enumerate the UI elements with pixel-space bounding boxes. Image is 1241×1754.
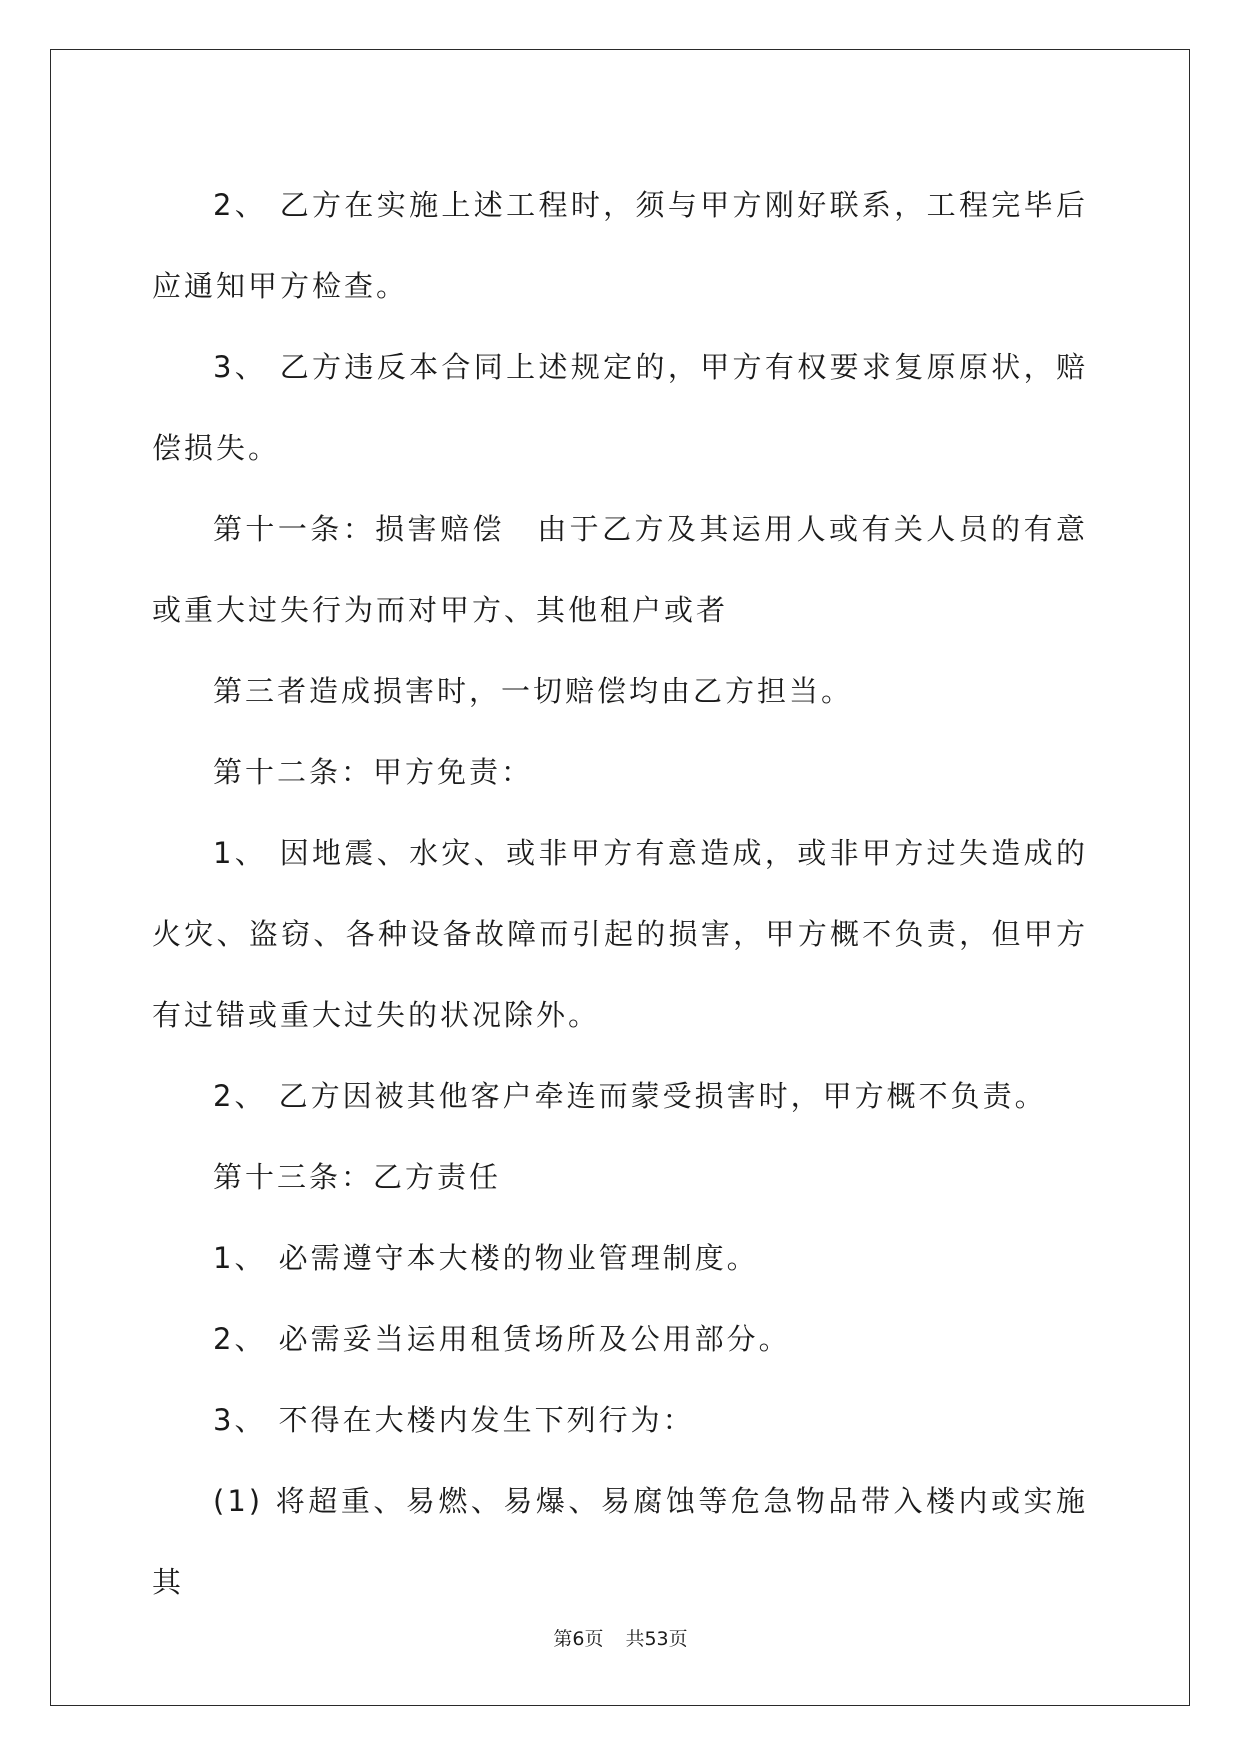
page-total: 共53页	[625, 1628, 688, 1650]
paragraph-clause-13-2: 2、 必需妥当运用租赁场所及公用部分。	[213, 1322, 791, 1356]
paragraph-article-11-cont: 第三者造成损害时，一切赔偿均由乙方担当。	[213, 674, 854, 708]
paragraph-clause-12-2: 2、 乙方因被其他客户牵连而蒙受损害时，甲方概不负责。	[213, 1079, 1047, 1113]
document-body	[152, 165, 1088, 1623]
paragraph-clause-13-3: 3、 不得在大楼内发生下列行为：	[213, 1403, 695, 1437]
paragraph-clause-13-3-1: (1) 将超重、易燃、易爆、易腐蚀等危急物品带入楼内或实施其	[152, 1484, 1088, 1599]
page-footer	[0, 1624, 1241, 1651]
page-number: 第6页	[553, 1628, 604, 1650]
paragraph-clause-12-1: 1、 因地震、水灾、或非甲方有意造成，或非甲方过失造成的火灾、盗窃、各种设备故障而引起的损害，甲方概不负责，但甲方有过错或重大过失的状况除外。	[152, 836, 1088, 1032]
paragraph-article-11: 第十一条：损害赔偿 由于乙方及其运用人或有关人员的有意或重大过失行为而对甲方、其他租户或者	[152, 512, 1088, 627]
paragraph-clause-10-2: 2、 乙方在实施上述工程时，须与甲方刚好联系，工程完毕后应通知甲方检查。	[152, 188, 1088, 303]
paragraph-article-13-heading: 第十三条：乙方责任	[213, 1160, 502, 1194]
paragraph-article-12-heading: 第十二条：甲方免责：	[213, 755, 534, 789]
paragraph-clause-10-3: 3、 乙方违反本合同上述规定的，甲方有权要求复原原状，赔偿损失。	[152, 350, 1088, 465]
paragraph-clause-13-1: 1、 必需遵守本大楼的物业管理制度。	[213, 1241, 759, 1275]
